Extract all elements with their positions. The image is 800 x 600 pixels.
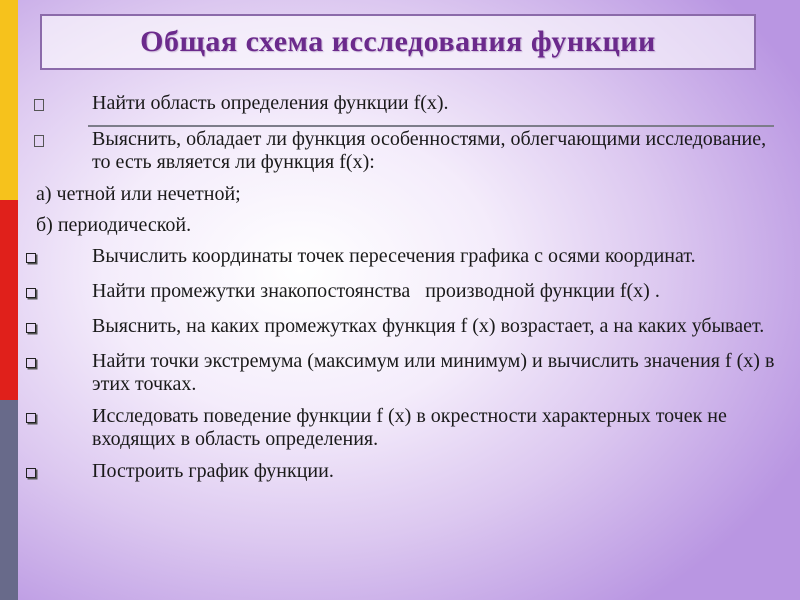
list-item — [24, 128, 784, 174]
subitem-even-odd: а) четной или нечетной; — [36, 183, 241, 205]
square-bullet-icon — [24, 405, 92, 431]
list-item — [24, 405, 784, 451]
square-bullet-icon — [24, 280, 92, 306]
square-bullet-icon — [24, 315, 92, 341]
list-item — [24, 315, 784, 341]
list-item-text: Найти точки экстремума (максимум или минимум) и вычислить значения f (x) в этих точках. — [92, 350, 775, 395]
list-item-text: Вычислить координаты точек пересечения графика с осями координат. — [92, 245, 696, 267]
subitem-periodic: б) периодической. — [36, 214, 192, 236]
list-item-text: Построить график функции. — [92, 460, 334, 482]
square-bullet-icon — [24, 350, 92, 376]
missing-glyph-icon — [24, 92, 92, 119]
list-item — [24, 460, 784, 486]
square-bullet-icon — [24, 460, 92, 486]
slide-title: Общая схема исследования функции — [140, 25, 656, 58]
title-box — [40, 14, 756, 70]
list-item — [24, 280, 784, 306]
missing-glyph-icon — [24, 128, 92, 155]
left-stripe-gray — [0, 400, 18, 600]
list-item-text: Найти промежутки знакопостоянства производной функции f(x) . — [92, 280, 660, 302]
slide-content — [24, 92, 784, 495]
square-bullet-icon — [24, 245, 92, 271]
list-item-text: Найти область определения функции f(x). — [92, 92, 449, 114]
list-item-text: Выяснить, обладает ли функция особенностями, облегчающими исследование, то есть является ли функция f(x): — [92, 128, 767, 173]
left-stripe-yellow — [0, 0, 18, 200]
left-stripe-red — [0, 200, 18, 400]
list-item — [24, 92, 784, 119]
list-item — [24, 245, 784, 271]
list-item — [24, 350, 784, 396]
list-item-text: Исследовать поведение функции f (x) в окрестности характерных точек не входящих в область определения. — [92, 405, 727, 450]
list-item-text: Выяснить, на каких промежутках функция f (x) возрастает, а на каких убывает. — [92, 315, 765, 337]
